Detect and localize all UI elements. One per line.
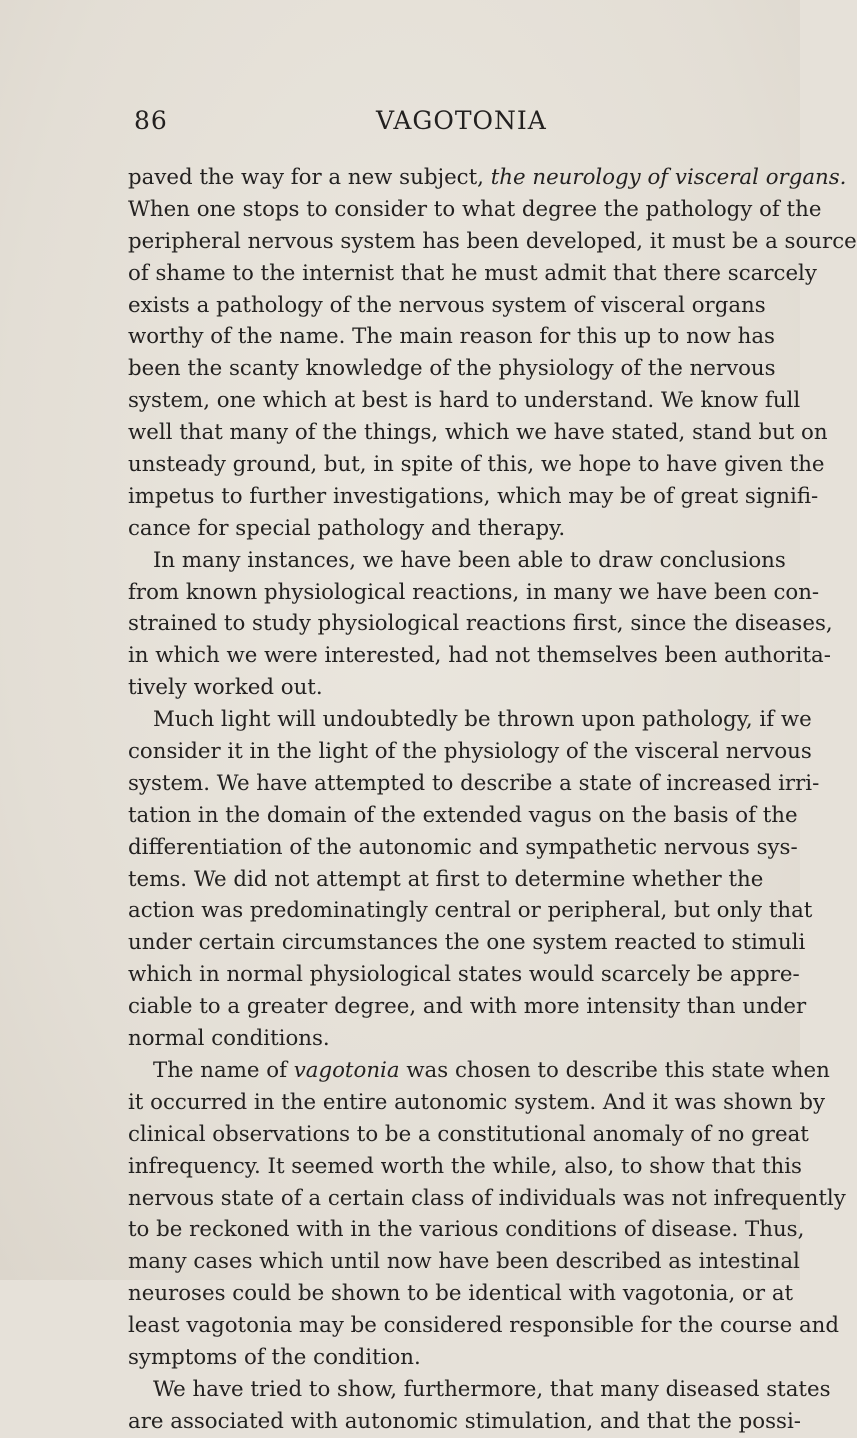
- text-line: [128, 895, 813, 927]
- text-segment: under certain circumstances the one system reacted to stimuli: [128, 930, 806, 956]
- text-segment: which in normal physiological states would scarcely be appre-: [128, 962, 800, 988]
- running-head: VAGOTONIA: [376, 106, 547, 135]
- text-line: [128, 640, 831, 672]
- text-line: [128, 864, 764, 896]
- body-text: [128, 162, 857, 1438]
- text-segment: it occurred in the entire autonomic system. And it was shown by: [128, 1089, 826, 1115]
- text-segment: neuroses could be shown to be identical with vagotonia, or at: [128, 1281, 794, 1307]
- text-line: [128, 1183, 846, 1215]
- text-line: [128, 1374, 831, 1406]
- text-segment: consider it in the light of the physiology of the visceral nervous: [128, 739, 812, 765]
- text-line: [128, 1406, 801, 1438]
- text-line: [128, 577, 820, 609]
- text-line: [128, 768, 820, 800]
- text-segment: worthy of the name. The main reason for this up to now has: [128, 324, 775, 350]
- text-line: [128, 1278, 794, 1310]
- text-segment: clinical observations to be a constitutional anomaly of no great: [128, 1121, 809, 1147]
- text-line: [128, 800, 798, 832]
- italic-text: the neurology of visceral organs.: [490, 165, 847, 190]
- text-segment: ciable to a greater degree, and with more intensity than under: [128, 994, 807, 1020]
- text-line: [128, 353, 776, 385]
- text-line: [128, 258, 817, 290]
- text-segment: of shame to the internist that he must admit that there scarcely: [128, 260, 817, 286]
- text-segment: well that many of the things, which we have stated, stand but on: [128, 420, 828, 446]
- text-line: [128, 385, 801, 417]
- text-segment: strained to study physiological reactions first, since the diseases,: [128, 611, 833, 637]
- text-line: [128, 959, 800, 991]
- text-line: [128, 1087, 826, 1119]
- text-line: [128, 991, 807, 1023]
- text-line: [128, 162, 847, 194]
- text-segment: nervous state of a certain class of individuals was not infrequently: [128, 1185, 846, 1211]
- text-line: [128, 1214, 805, 1246]
- text-line: [128, 1246, 800, 1278]
- text-line: [128, 1342, 740, 1374]
- italic-text: vagotonia: [293, 1057, 400, 1083]
- text-segment: exists a pathology of the nervous system of visceral organs: [128, 292, 766, 318]
- text-segment: tively worked out.: [128, 675, 323, 701]
- text-line: [128, 226, 857, 258]
- text-segment: to be reckoned with in the various conditions of disease. Thus,: [128, 1217, 805, 1243]
- text-line: [128, 1151, 802, 1183]
- page-header: [0, 106, 800, 146]
- text-segment: system, one which at best is hard to understand. We know full: [128, 388, 801, 414]
- text-segment: unsteady ground, but, in spite of this, we hope to have given the: [128, 452, 825, 478]
- text-line: [128, 545, 786, 577]
- text-segment: The name of: [153, 1057, 294, 1083]
- text-segment: tems. We did not attempt at first to determine whether the: [128, 866, 764, 892]
- text-segment: was chosen to describe this state when: [399, 1057, 830, 1083]
- text-segment: been the scanty knowledge of the physiology of the nervous: [128, 356, 776, 382]
- text-line: [128, 1119, 809, 1151]
- text-segment: differentiation of the autonomic and sympathetic nervous sys-: [128, 834, 798, 860]
- text-segment: tation in the domain of the extended vagus on the basis of the: [128, 802, 798, 828]
- text-line: [128, 194, 822, 226]
- text-segment: When one stops to consider to what degree the pathology of the: [128, 196, 822, 222]
- text-segment: many cases which until now have been described as intestinal: [128, 1249, 800, 1275]
- text-segment: cance for special pathology and therapy.: [128, 515, 566, 541]
- text-segment: infrequency. It seemed worth the while, also, to show that this: [128, 1153, 802, 1179]
- text-line: [128, 290, 766, 322]
- text-segment: normal conditions.: [128, 1026, 330, 1052]
- text-line: [128, 672, 740, 704]
- text-line: [128, 1023, 740, 1055]
- text-segment: paved the way for a new subject,: [128, 165, 491, 190]
- text-segment: Much light will undoubtedly be thrown upon pathology, if we: [153, 707, 812, 733]
- text-line: [128, 513, 740, 545]
- text-segment: from known physiological reactions, in many we have been con-: [128, 579, 820, 605]
- text-line: [128, 417, 828, 449]
- text-segment: We have tried to show, furthermore, that many diseased states: [153, 1376, 831, 1402]
- text-line: [128, 927, 806, 959]
- text-segment: in which we were interested, had not themselves been authorita-: [128, 643, 831, 669]
- text-segment: symptoms of the condition.: [128, 1344, 421, 1370]
- text-line: [128, 704, 812, 736]
- text-line: [128, 321, 775, 353]
- text-segment: action was predominatingly central or peripheral, but only that: [128, 898, 813, 924]
- text-segment: are associated with autonomic stimulation, and that the possi-: [128, 1408, 801, 1434]
- text-line: [128, 1055, 830, 1087]
- text-segment: peripheral nervous system has been developed, it must be a source: [128, 228, 857, 254]
- text-segment: system. We have attempted to describe a state of increased irri-: [128, 770, 820, 796]
- text-line: [128, 736, 812, 768]
- text-line: [128, 481, 819, 513]
- text-line: [128, 608, 833, 640]
- text-line: [128, 449, 825, 481]
- text-segment: least vagotonia may be considered responsible for the course and: [128, 1313, 839, 1339]
- text-segment: In many instances, we have been able to draw conclusions: [153, 547, 786, 573]
- page-number: 86: [134, 106, 168, 135]
- text-line: [128, 1310, 839, 1342]
- text-segment: impetus to further investigations, which may be of great signifi-: [128, 483, 819, 509]
- text-line: [128, 832, 798, 864]
